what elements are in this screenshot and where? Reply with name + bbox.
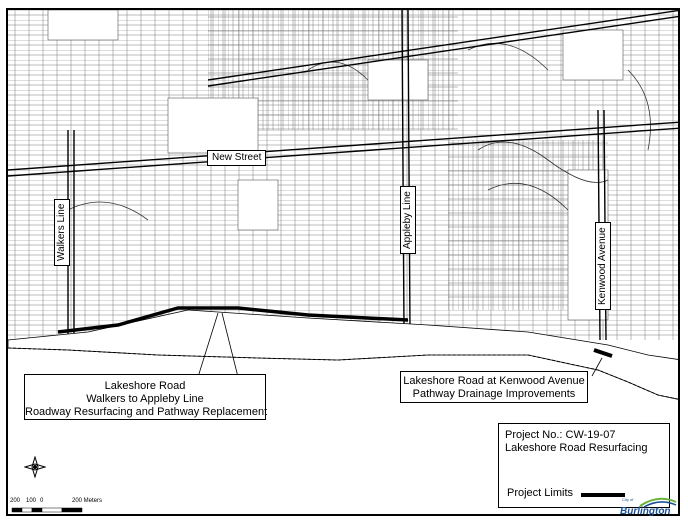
scale-bar <box>10 498 110 514</box>
scale-label-0: 0 <box>40 498 44 504</box>
callout-kenwood <box>400 371 588 403</box>
scale-label-100: 100 <box>26 498 37 504</box>
logo-city-of: City of <box>622 497 634 502</box>
scale-label-200-meters: 200 Meters <box>72 498 103 504</box>
callout-lakeshore-road <box>24 374 266 420</box>
project-limits-swatch <box>581 493 625 497</box>
scale-label-200: 200 <box>10 498 21 504</box>
street-label-walkers-line: Walkers Line <box>54 199 70 266</box>
street-label-appleby-line: Appleby Line <box>400 186 416 254</box>
callout-kenwood-line1: Lakeshore Road at Kenwood Avenue <box>403 375 585 387</box>
street-label-kenwood-avenue: Kenwood Avenue <box>595 222 611 310</box>
logo-burlington-text: Burlington <box>620 506 671 517</box>
callout-lakeshore-line1: Lakeshore Road <box>104 380 186 392</box>
street-label-new-street: New Street <box>207 150 266 166</box>
north-arrow-icon <box>24 456 46 478</box>
project-limits-label: Project Limits <box>507 487 574 499</box>
callout-lakeshore-line3: Roadway Resurfacing and Pathway Replacement <box>25 406 268 418</box>
callout-lakeshore-line2: Walkers to Appleby Line <box>86 393 204 405</box>
project-number: Project No.: CW-19-07 <box>505 429 616 441</box>
callout-kenwood-line2: Pathway Drainage Improvements <box>412 388 576 400</box>
project-name: Lakeshore Road Resurfacing <box>505 442 648 454</box>
